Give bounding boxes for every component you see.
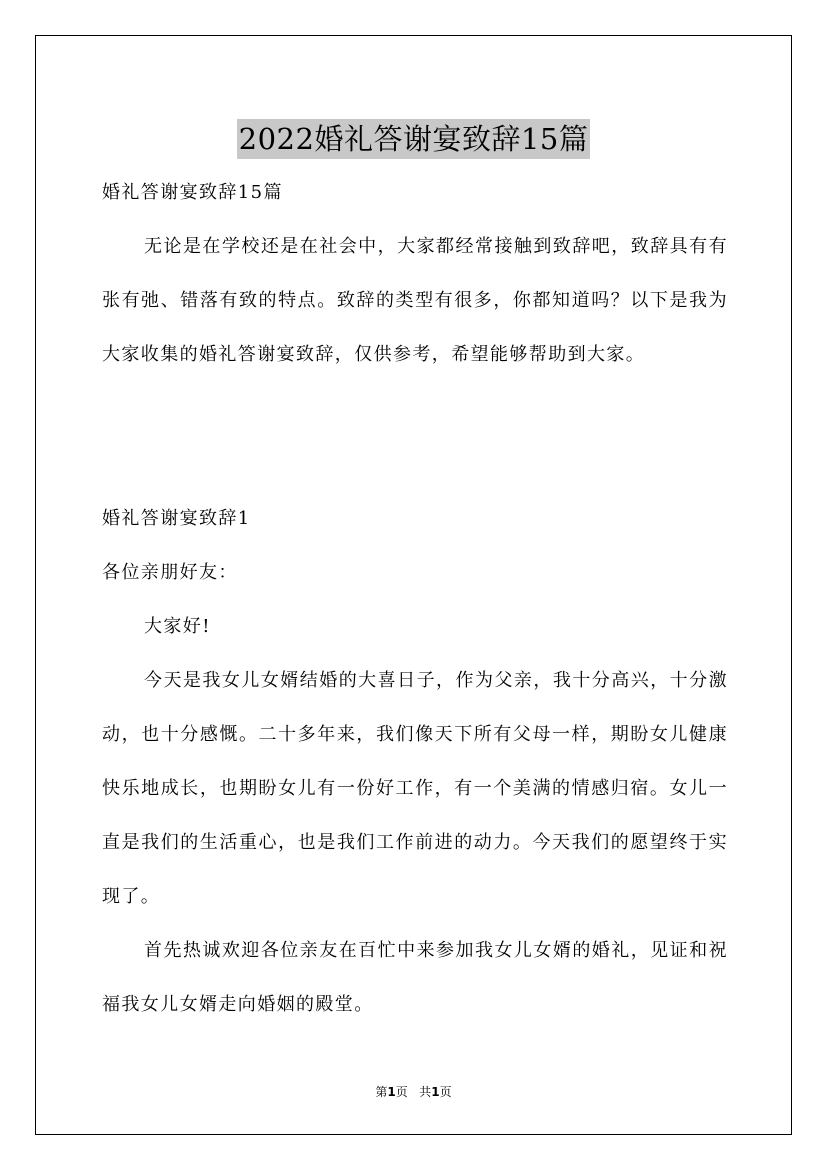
section-heading: 婚礼答谢宴致辞1 bbox=[102, 508, 251, 529]
body-paragraph-1: 今天是我女儿女婿结婚的大喜日子，作为父亲，我十分高兴，十分激动，也十分感慨。二十多年来，我们像天下所有父母一样，期盼女儿健康快乐地成长，也期盼女儿有一份好工作，有一个美满的情感归宿。女儿一直是我们的生活重心，也是我们工作前进的动力。今天我们的愿望终于实现了。 bbox=[102, 670, 728, 907]
page-footer bbox=[0, 1083, 827, 1100]
page-suffix: 页 bbox=[395, 1085, 408, 1099]
page-number: 1 bbox=[387, 1085, 396, 1099]
total-prefix: 共 bbox=[419, 1085, 432, 1099]
intro-paragraph: 无论是在学校还是在社会中，大家都经常接触到致辞吧，致辞具有有张有弛、错落有致的特点。致辞的类型有很多，你都知道吗？以下是我为大家收集的婚礼答谢宴致辞，仅供参考，希望能够帮助到大家。 bbox=[102, 236, 728, 365]
total-suffix: 页 bbox=[439, 1085, 452, 1099]
document-subtitle: 婚礼答谢宴致辞15篇 bbox=[102, 182, 283, 203]
greeting: 大家好! bbox=[144, 616, 211, 637]
body-paragraph-2: 首先热诚欢迎各位亲友在百忙中来参加我女儿女婿的婚礼，见证和祝福我女儿女婿走向婚姻的殿堂。 bbox=[102, 940, 728, 1015]
document-title: 2022婚礼答谢宴致辞15篇 bbox=[237, 119, 591, 159]
page-prefix: 第 bbox=[375, 1085, 388, 1099]
total-pages: 1 bbox=[431, 1085, 440, 1099]
salutation: 各位亲朋好友： bbox=[102, 562, 238, 583]
